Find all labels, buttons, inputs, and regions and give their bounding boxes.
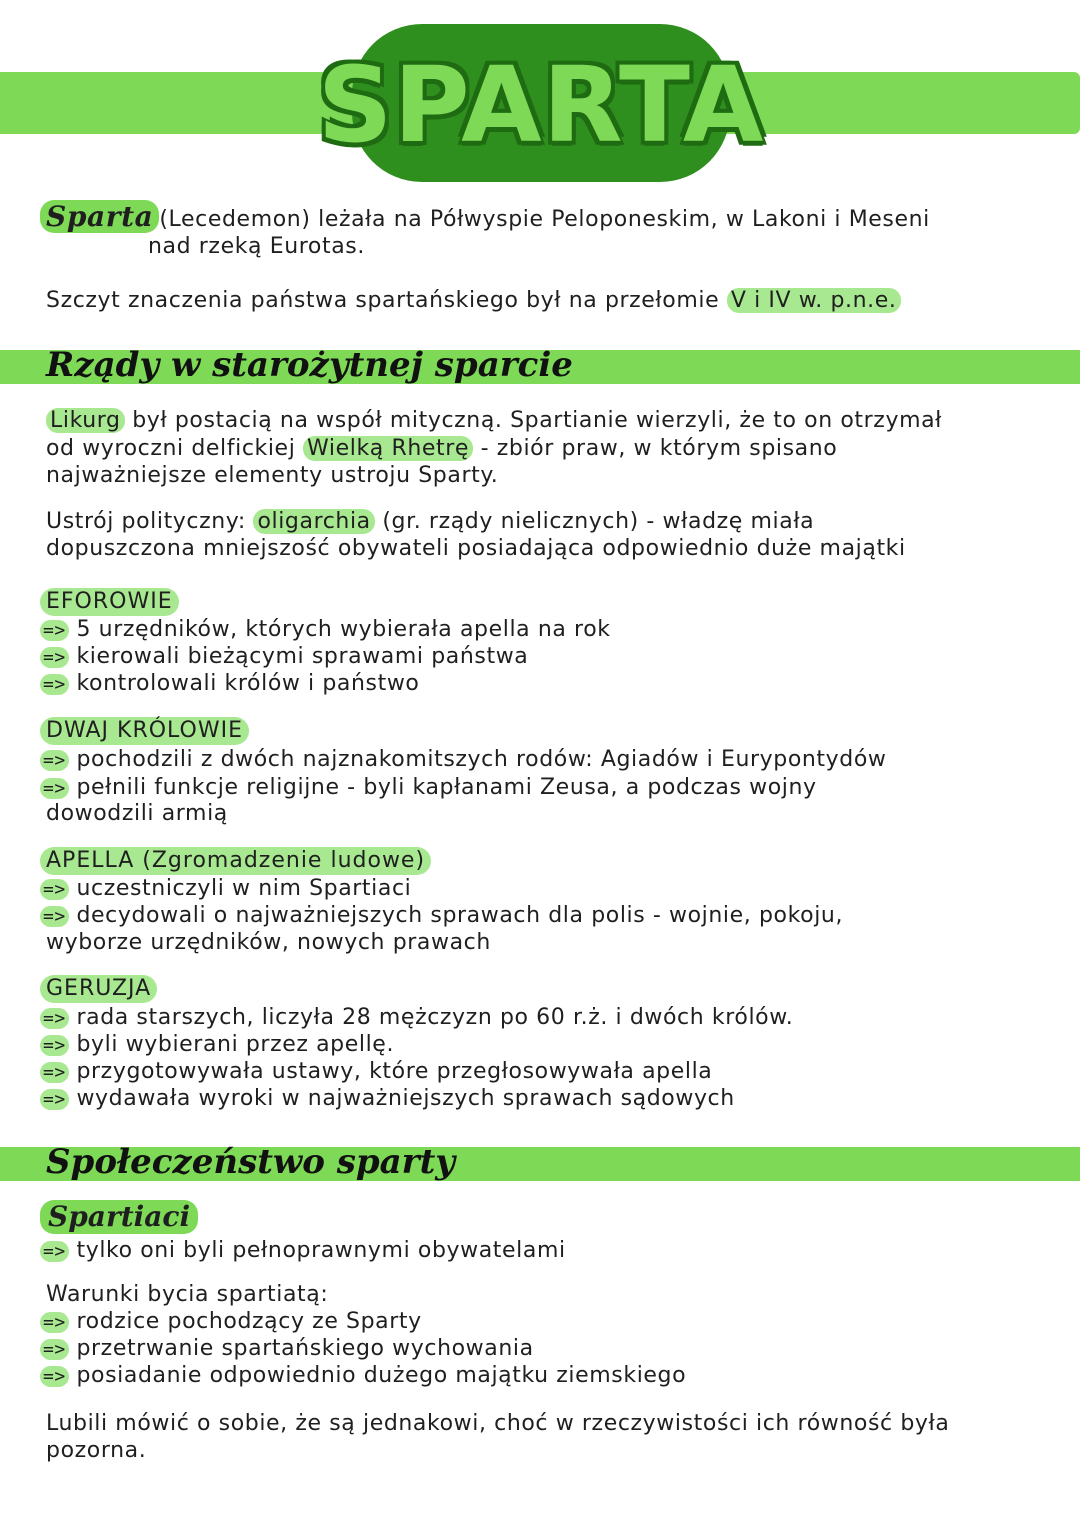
eforowie-heading: EFOROWIE	[40, 588, 179, 616]
page-title: SPARTA	[317, 44, 765, 166]
arrow-icon: =>	[40, 674, 69, 695]
intro-peak-line	[46, 287, 901, 314]
likurg-line-2-post: - zbiór praw, w którym spisano	[480, 436, 838, 461]
conditions-heading: Warunki bycia spartiatą:	[46, 1282, 329, 1307]
ustroj-line-1	[46, 508, 814, 535]
ustroj-line-2: dopuszczona mniejszość obywateli posiadająca odpowiednio duże majątki	[46, 536, 906, 561]
condition-item-text: rodzice pochodzący ze Sparty	[76, 1309, 422, 1334]
closing-line-1: Lubili mówić o sobie, że są jednakowi, choć w rzeczywistości ich równość była	[46, 1411, 950, 1436]
peak-highlight: V i IV w. p.n.e.	[727, 288, 901, 313]
arrow-icon: =>	[40, 906, 69, 927]
arrow-icon: =>	[40, 778, 69, 799]
intro-line-1-rest: (Lecedemon) leżała na Półwyspie Peloponeskim, w Lakoni i Meseni	[159, 207, 930, 232]
geruzja-item	[40, 1004, 793, 1032]
eforowie-item-text: kierowali bieżącymi sprawami państwa	[76, 644, 529, 669]
likurg-line-2-pre: od wyroczni delfickiej	[46, 436, 296, 461]
eforowie-item	[40, 643, 528, 671]
arrow-icon: =>	[40, 1062, 69, 1083]
geruzja-heading: GERUZJA	[40, 975, 157, 1003]
ustroj-pre: Ustrój polityczny:	[46, 509, 246, 534]
geruzja-item	[40, 1031, 394, 1059]
apella-item-text: uczestniczyli w nim Spartiaci	[76, 876, 412, 901]
geruzja-item-text: wydawała wyroki w najważniejszych sprawach sądowych	[76, 1086, 735, 1111]
condition-item	[40, 1308, 422, 1336]
arrow-icon: =>	[40, 1312, 69, 1333]
arrow-icon: =>	[40, 647, 69, 668]
geruzja-item-text: byli wybierani przez apellę.	[76, 1032, 395, 1057]
spartiaci-heading: Spartiaci	[40, 1200, 198, 1234]
closing-line-2: pozorna.	[46, 1438, 147, 1463]
apella-item	[40, 875, 411, 903]
section-title-rzady: Rządy w starożytnej sparcie	[46, 345, 573, 385]
intro-line-2: nad rzeką Eurotas.	[148, 234, 365, 259]
krolowie-heading: DWAJ KRÓLOWIE	[40, 717, 249, 745]
arrow-icon: =>	[40, 879, 69, 900]
arrow-icon: =>	[40, 1241, 69, 1262]
arrow-icon: =>	[40, 1035, 69, 1056]
krolowie-item-text: pochodzili z dwóch najznakomitszych rodów: Agiadów i Eurypontydów	[76, 747, 887, 772]
geruzja-item	[40, 1058, 712, 1086]
arrow-icon: =>	[40, 750, 69, 771]
krolowie-cont: dowodzili armią	[46, 801, 228, 826]
oligarchia-highlight: oligarchia	[253, 509, 374, 534]
likurg-line-2	[46, 435, 837, 462]
section-title-spoleczenstwo: Społeczeństwo sparty	[46, 1142, 456, 1182]
apella-cont: wyborze urzędników, nowych prawach	[46, 930, 491, 955]
geruzja-item-text: przygotowywała ustawy, które przegłosowywała apella	[76, 1059, 713, 1084]
arrow-icon: =>	[40, 620, 69, 641]
condition-item	[40, 1362, 686, 1390]
krolowie-item	[40, 746, 887, 774]
eforowie-item-text: kontrolowali królów i państwo	[76, 671, 420, 696]
spartiaci-item-text: tylko oni byli pełnoprawnymi obywatelami	[76, 1238, 566, 1263]
arrow-icon: =>	[40, 1366, 69, 1387]
apella-item	[40, 902, 843, 930]
likurg-line-3: najważniejsze elementy ustroju Sparty.	[46, 463, 499, 488]
arrow-icon: =>	[40, 1008, 69, 1029]
geruzja-item	[40, 1085, 735, 1113]
condition-item	[40, 1335, 534, 1363]
likurg-line-1	[46, 407, 942, 434]
sparta-word: Sparta	[40, 200, 159, 233]
apella-heading: APELLA (Zgromadzenie ludowe)	[40, 847, 431, 875]
eforowie-item-text: 5 urzędników, których wybierała apella na rok	[76, 617, 611, 642]
apella-item-text: decydowali o najważniejszych sprawach dla polis - wojnie, pokoju,	[76, 903, 844, 928]
geruzja-item-text: rada starszych, liczyła 28 mężczyzn po 60 r.ż. i dwóch królów.	[76, 1005, 794, 1030]
peak-text: Szczyt znaczenia państwa spartańskiego był na przełomie	[46, 288, 720, 313]
likurg-highlight: Likurg	[46, 408, 125, 433]
arrow-icon: =>	[40, 1339, 69, 1360]
arrow-icon: =>	[40, 1089, 69, 1110]
krolowie-item	[40, 774, 817, 802]
condition-item-text: posiadanie odpowiednio dużego majątku ziemskiego	[76, 1363, 687, 1388]
eforowie-item	[40, 616, 611, 644]
spartiaci-item	[40, 1237, 566, 1265]
condition-item-text: przetrwanie spartańskiego wychowania	[76, 1336, 534, 1361]
ustroj-post: (gr. rządy nielicznych) - władzę miała	[382, 509, 815, 534]
eforowie-item	[40, 670, 420, 698]
rhetra-highlight: Wielką Rhetrę	[303, 436, 473, 461]
intro-line-1	[40, 200, 930, 233]
krolowie-item-text: pełnili funkcje religijne - byli kapłanami Zeusa, a podczas wojny	[76, 775, 817, 800]
likurg-line-1-rest: był postacią na współ mityczną. Spartianie wierzyli, że to on otrzymał	[132, 408, 943, 433]
